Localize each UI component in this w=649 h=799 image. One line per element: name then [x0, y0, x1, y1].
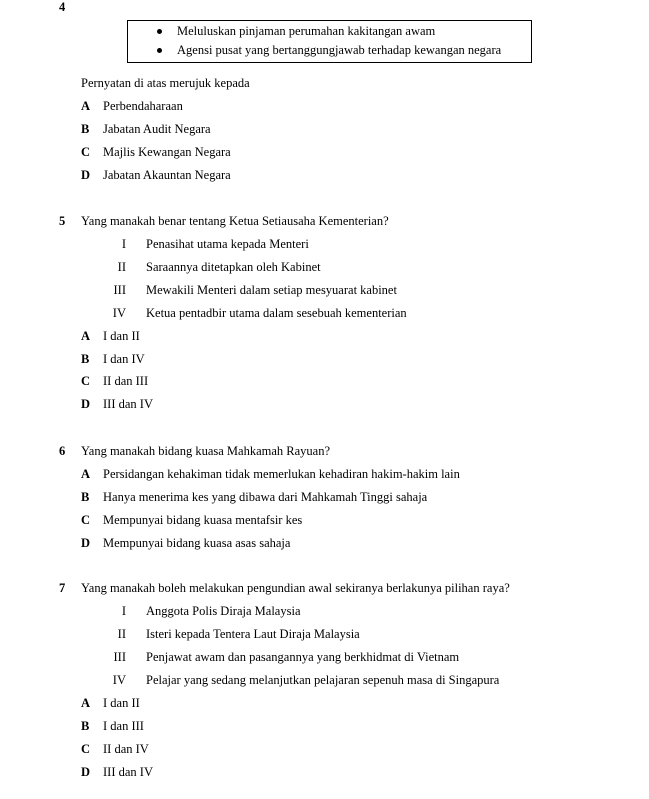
option-text: Jabatan Akauntan Negara [103, 168, 231, 182]
option-letter: A [81, 329, 91, 343]
statement-text: Anggota Polis Diraja Malaysia [146, 604, 301, 618]
statement-numeral: II [117, 627, 126, 641]
question-stem: Pernyatan di atas merujuk kepada [81, 76, 250, 90]
option-text: I dan II [103, 696, 140, 710]
option-text: I dan IV [103, 352, 145, 366]
option-text: II dan III [103, 374, 149, 388]
statement-text: Isteri kepada Tentera Laut Diraja Malaysia [146, 627, 360, 641]
option-text: Hanya menerima kes yang dibawa dari Mahkamah Tinggi sahaja [103, 490, 428, 504]
option-letter: A [81, 467, 91, 481]
statement-text: Saraannya ditetapkan oleh Kabinet [146, 260, 321, 274]
box-bullet-text: Agensi pusat yang bertanggungjawab terhadap kewangan negara [177, 43, 502, 57]
option-letter: D [81, 397, 91, 411]
option-text: Persidangan kehakiman tidak memerlukan kehadiran hakim-hakim lain [103, 467, 460, 481]
question-stem: Yang manakah benar tentang Ketua Setiausaha Kementerian? [81, 214, 389, 228]
statement-numeral: IV [112, 306, 126, 320]
option-letter: B [81, 352, 90, 366]
option-text: Mempunyai bidang kuasa mentafsir kes [103, 513, 303, 527]
option-text: Jabatan Audit Negara [103, 122, 211, 136]
option-letter: B [81, 490, 90, 504]
option-letter: C [81, 374, 91, 388]
option-letter: A [81, 696, 91, 710]
statement-numeral: I [121, 604, 126, 618]
question-number: 7 [59, 581, 66, 595]
option-letter: C [81, 742, 91, 756]
statement-numeral: II [117, 260, 126, 274]
option-letter: D [81, 168, 91, 182]
statement-text: Ketua pentadbir utama dalam sesebuah kementerian [146, 306, 407, 320]
statement-text: Mewakili Menteri dalam setiap mesyuarat kabinet [146, 283, 397, 297]
question-number: 5 [59, 214, 66, 228]
option-text: Mempunyai bidang kuasa asas sahaja [103, 536, 291, 550]
option-text: Perbendaharaan [103, 99, 183, 113]
option-letter: B [81, 719, 90, 733]
bullet-icon [157, 29, 162, 34]
bullet-icon [157, 48, 162, 53]
option-letter: D [81, 536, 91, 550]
statement-text: Penjawat awam dan pasangannya yang berkhidmat di Vietnam [146, 650, 460, 664]
question-stem: Yang manakah boleh melakukan pengundian awal sekiranya berlakunya pilihan raya? [81, 581, 510, 595]
option-text: III dan IV [103, 397, 153, 411]
box-bullet-text: Meluluskan pinjaman perumahan kakitangan awam [177, 24, 436, 38]
option-text: I dan II [103, 329, 140, 343]
statement-numeral: I [121, 237, 126, 251]
option-text: Majlis Kewangan Negara [103, 145, 231, 159]
statement-numeral: III [113, 650, 126, 664]
question-number: 4 [59, 0, 66, 14]
option-letter: D [81, 765, 91, 779]
statement-text: Pelajar yang sedang melanjutkan pelajaran sepenuh masa di Singapura [146, 673, 500, 687]
option-text: I dan III [103, 719, 144, 733]
statement-text: Penasihat utama kepada Menteri [146, 237, 309, 251]
option-letter: B [81, 122, 90, 136]
question-number: 6 [59, 444, 66, 458]
statement-numeral: IV [112, 673, 126, 687]
question-stem: Yang manakah bidang kuasa Mahkamah Rayuan? [81, 444, 331, 458]
option-text: III dan IV [103, 765, 153, 779]
statement-numeral: III [113, 283, 126, 297]
option-letter: A [81, 99, 91, 113]
option-text: II dan IV [103, 742, 149, 756]
option-letter: C [81, 513, 91, 527]
option-letter: C [81, 145, 91, 159]
